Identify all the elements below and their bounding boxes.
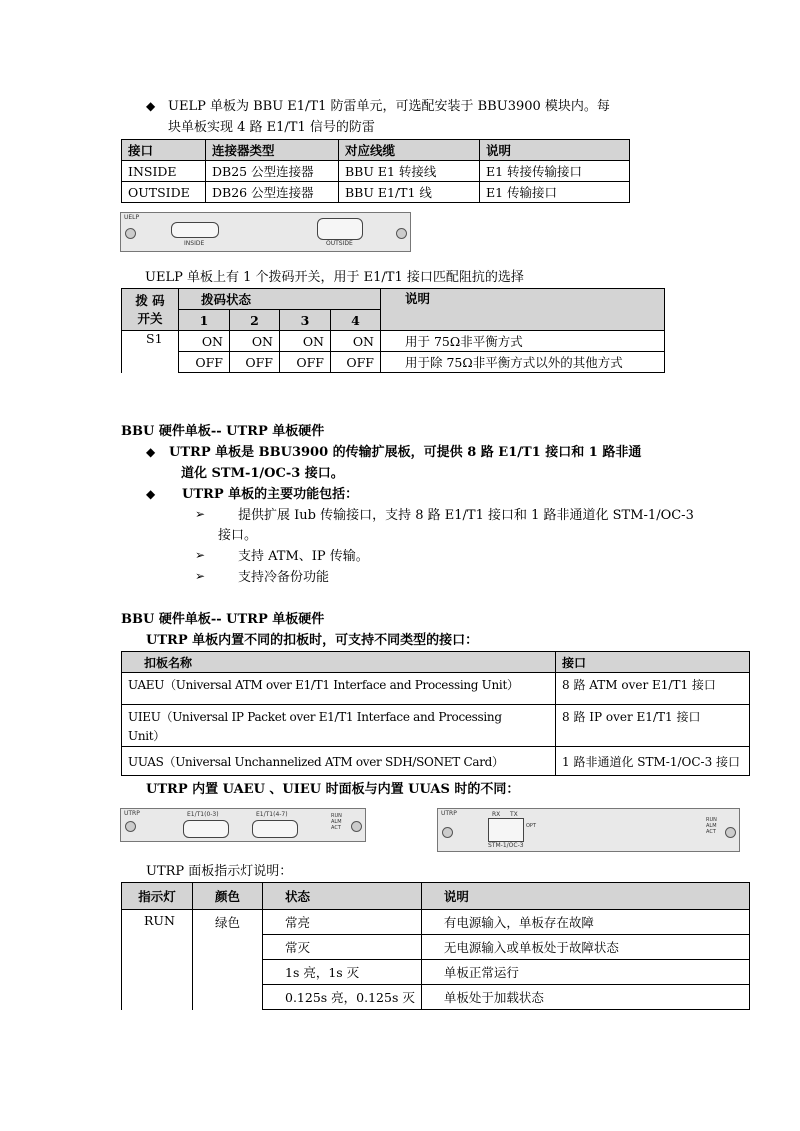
table-header: 对应线缆 [339,140,480,161]
port-label: E1/T1(0-3) [187,811,219,818]
desc-cell: 单板处于加载状态 [421,985,749,1010]
utrp-subcard-intro: UTRP 单板内置不同的扣板时，可支持不同类型的接口： [146,633,479,648]
table-cell: E1 转接传输接口 [480,161,630,182]
bit-header: 2 [230,310,280,331]
table-row [122,747,750,776]
desc-cell: 有电源输入，单板存在故障 [421,910,749,935]
state-header: 拨码状态 [179,289,381,310]
subcard-name [122,747,556,776]
rx-label: RX [492,811,501,818]
state-cell: OFF [280,352,331,373]
screw-icon [725,827,736,838]
screw-icon [351,821,362,832]
table-cell: BBU E1/T1 线 [339,182,480,203]
panel-name: UTRP [124,810,140,817]
state-cell: ON [280,331,331,352]
table-header: 状态 [263,883,422,910]
indicator-color: 绿色 [193,910,263,1010]
table-header: 连接器类型 [206,140,339,161]
state-cell: 常灭 [263,935,422,960]
utrp-desc-line2: 道化 STM-1/OC-3 接口。 [181,466,344,481]
opt-label: OPT [526,823,537,829]
inside-connector [171,222,219,238]
bullet-icon: ◆ [146,487,156,501]
desc-header: 说明 [381,289,665,331]
uelp-intro-line2: 块单板实现 4 路 E1/T1 信号的防雷 [168,120,375,135]
table-row [122,161,630,182]
state-cell: OFF [179,352,230,373]
port-label: E1/T1(4-7) [256,811,288,818]
arrow-bullet-icon: ➢ [195,548,206,562]
bullet-icon: ◆ [146,445,156,459]
optical-port [488,818,524,842]
screw-icon [125,228,136,239]
table-cell: E1 传输接口 [480,182,630,203]
subcard-name [122,673,556,705]
desc-cell: 用于除 75Ω非平衡方式以外的其他方式 [381,352,665,373]
utrp-heading-2: BBU 硬件单板-- UTRP 单板硬件 [121,612,325,627]
utrp-heading-1: BBU 硬件单板-- UTRP 单板硬件 [121,424,325,439]
table-row [122,352,665,373]
tx-label: TX [510,811,518,818]
subcard-table [121,651,750,776]
screw-icon [396,228,407,239]
table-cell: DB26 公型连接器 [206,182,339,203]
led-label: ACT [706,829,716,835]
state-cell: 1s 亮，1s 灭 [263,960,422,985]
panel-diff-heading: UTRP 内置 UAEU 、UIEU 时面板与内置 UUAS 时的不同： [146,782,520,797]
subcard-interface: 1 路非通道化 STM-1/OC-3 接口 [556,747,750,776]
table-header: 说明 [421,883,749,910]
inside-port-label: INSIDE [184,240,205,247]
function-item-1-line1: 提供扩展 Iub 传输接口，支持 8 路 E1/T1 接口和 1 路非通道化 STM-1/OC-3 [238,508,694,523]
state-cell: ON [230,331,280,352]
state-cell: OFF [230,352,280,373]
outside-connector [317,218,363,240]
uelp-panel-name: UELP [124,214,140,221]
table-cell: OUTSIDE [122,182,206,203]
led-label: ALM [706,823,717,829]
table-header: 指示灯 [122,883,193,910]
table-cell: INSIDE [122,161,206,182]
screw-icon [442,827,453,838]
switch-header-line1: 拨 码 [135,292,165,308]
led-label: ACT [331,825,341,831]
table-header: 接口 [122,140,206,161]
led-label: RUN [331,813,342,819]
state-cell: OFF [331,352,381,373]
table-row [122,182,630,203]
led-label: RUN [706,817,717,823]
subcard-name [122,705,556,747]
function-item-2: 支持 ATM、IP 传输。 [238,549,369,564]
table-row [122,673,750,705]
uelp-intro-line1: UELP 单板为 BBU E1/T1 防雷单元，可选配安装于 BBU3900 模块内。每 [168,99,610,114]
switch-intro: UELP 单板上有 1 个拨码开关，用于 E1/T1 接口匹配阻抗的选择 [145,270,524,285]
state-cell: 常亮 [263,910,422,935]
uelp-panel-image [120,212,411,252]
uelp-bullet-icon: ◆ [146,99,156,113]
desc-cell: 单板正常运行 [421,960,749,985]
function-item-3: 支持冷备份功能 [238,570,330,585]
table-header: 颜色 [193,883,263,910]
table-row [122,705,750,747]
table-header: 说明 [480,140,630,161]
led-table [121,882,750,1010]
led-intro: UTRP 面板指示灯说明： [146,864,293,879]
state-cell: ON [179,331,230,352]
state-cell: ON [331,331,381,352]
utrp-e1-panel-image [120,808,366,842]
screw-icon [125,821,136,832]
e1-connector [183,820,229,838]
subcard-name-text: UUAS（Universal Unchannelized ATM over SDH/SONET Card） [128,754,504,769]
table-header: 接口 [556,652,750,673]
utrp-optical-panel-image [437,808,740,852]
panel-name: UTRP [441,810,457,817]
switch-table [121,288,665,373]
function-item-1-line2: 接口。 [218,528,258,543]
utrp-desc-line1: UTRP 单板是 BBU3900 的传输扩展板，可提供 8 路 E1/T1 接口和 1 路非通 [169,445,642,460]
subcard-interface: 8 路 ATM over E1/T1 接口 [556,673,750,705]
table-cell: BBU E1 转接线 [339,161,480,182]
table-header: 扣板名称 [122,652,556,673]
desc-cell: 无电源输入或单板处于故障状态 [421,935,749,960]
bit-header: 4 [331,310,381,331]
uelp-interface-table [121,139,630,203]
table-row [122,331,665,352]
table-row [122,910,750,935]
switch-header [122,289,179,331]
e1-connector [252,820,298,838]
led-label: ALM [331,819,342,825]
subcard-name-text: UAEU（Universal ATM over E1/T1 Interface and Processing Unit） [128,678,519,692]
bit-header: 3 [280,310,331,331]
subcard-interface: 8 路 IP over E1/T1 接口 [556,705,750,747]
desc-cell: 用于 75Ω非平衡方式 [381,331,665,352]
optical-port-label: STM-1/OC-3 [488,842,524,849]
subcard-name-text: UIEU（Universal IP Packet over E1/T1 Interface and Processing [128,710,502,724]
arrow-bullet-icon: ➢ [195,507,206,521]
outside-port-label: OUTSIDE [326,240,353,247]
switch-header-line2: 开关 [137,310,163,326]
table-cell: DB25 公型连接器 [206,161,339,182]
utrp-functions-intro: UTRP 单板的主要功能包括： [182,487,359,502]
subcard-name-text-2: Unit） [128,729,166,743]
arrow-bullet-icon: ➢ [195,569,206,583]
switch-name: S1 [122,331,179,373]
bit-header: 1 [179,310,230,331]
indicator-name: RUN [122,910,193,1010]
state-cell: 0.125s 亮，0.125s 灭 [263,985,422,1010]
